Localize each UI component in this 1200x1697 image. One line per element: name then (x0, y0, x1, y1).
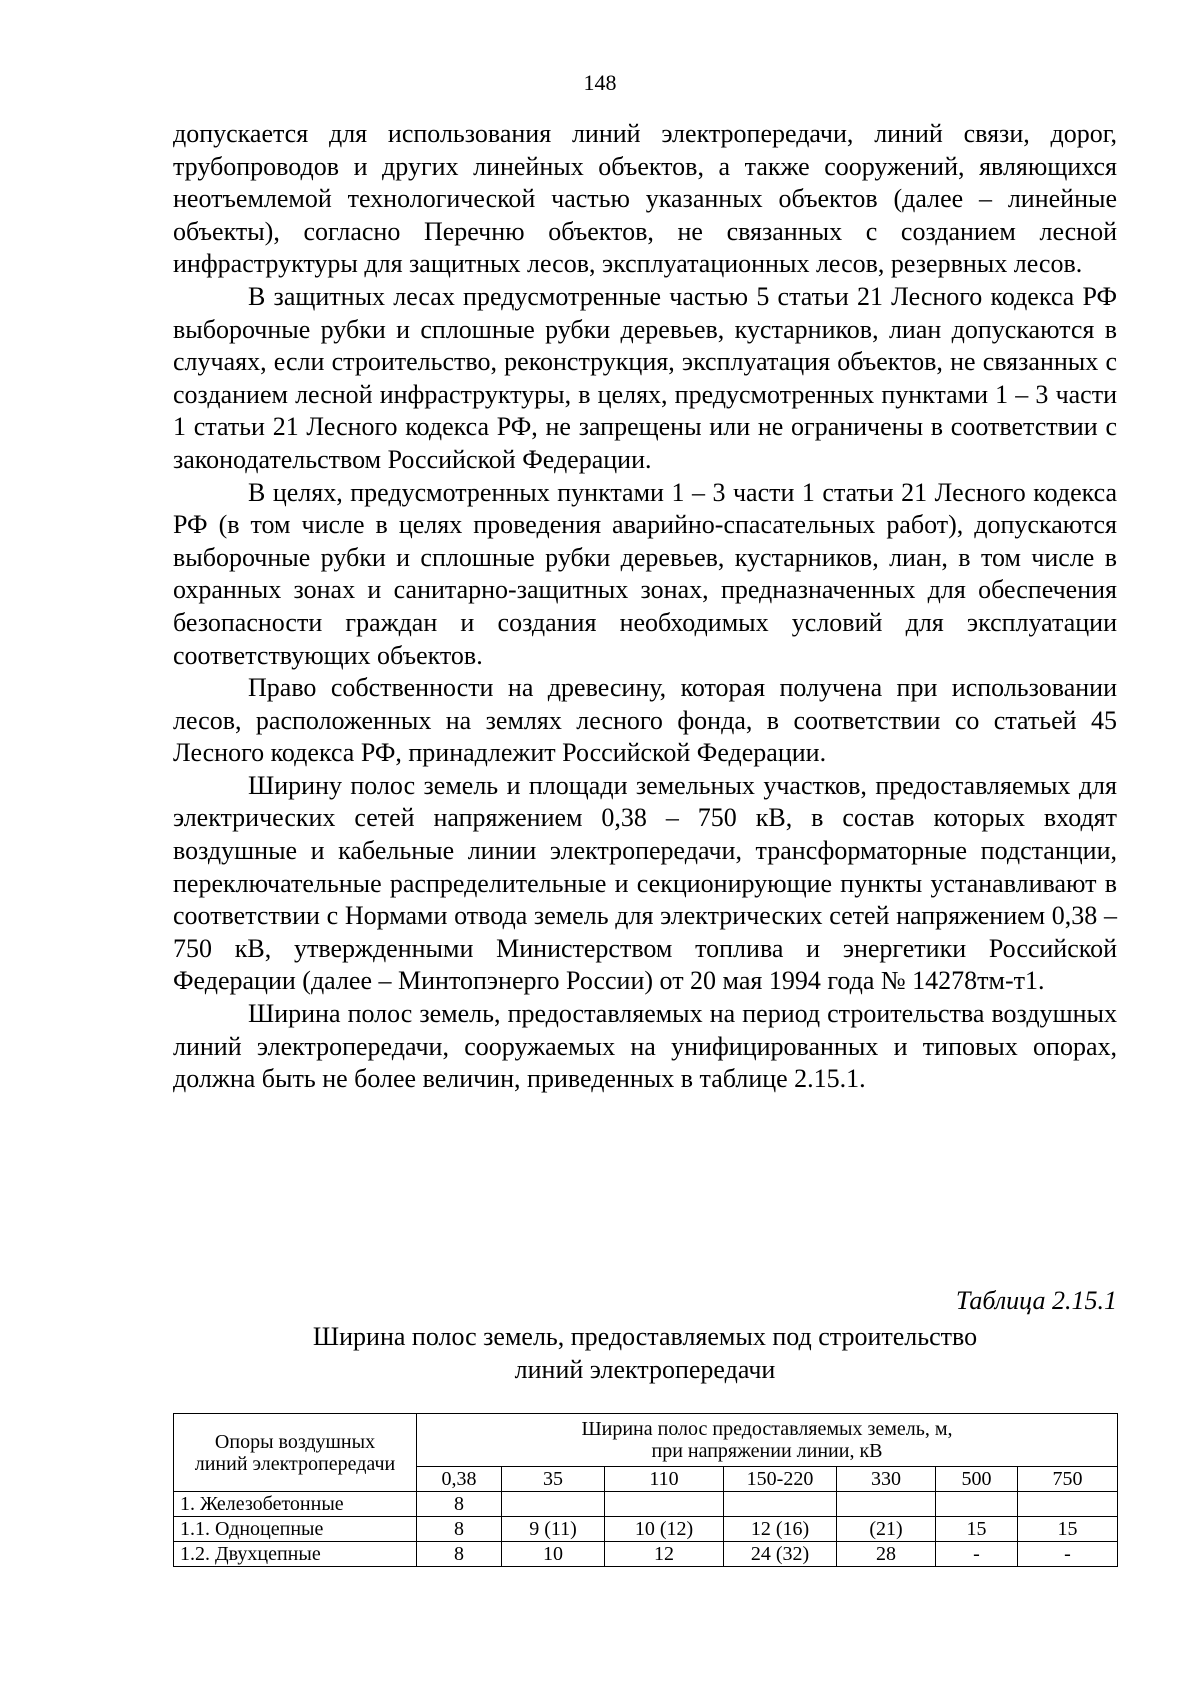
table-cell: 24 (32) (724, 1542, 837, 1567)
row-label-cell: 1. Железобетонные (174, 1492, 417, 1517)
row-header-cell: Опоры воздушных линий электропередачи (174, 1414, 417, 1492)
table-cell: 9 (11) (502, 1517, 605, 1542)
table-title-line: линий электропередачи (514, 1354, 776, 1384)
table-row (174, 1492, 1118, 1517)
paragraph: допускается для использования линий электропередачи, линий связи, дорог, трубопроводов и других линейных объектов, а также сооружений, являющихся неотъемлемой технологической частью указанных объектов (далее – линейные объекты), согласно Перечню объектов, не связанных с созданием лесной инфраструктуры для защитных лесов, эксплуатационных лесов, резервных лесов. (173, 119, 1117, 279)
voltage-header-cell: 150-220 (724, 1467, 837, 1492)
table-row (174, 1517, 1118, 1542)
group-header-cell: Ширина полос предоставляемых земель, м, при напряжении линии, кВ (417, 1414, 1118, 1467)
voltage-header-cell: 35 (502, 1467, 605, 1492)
table-cell: - (936, 1542, 1018, 1567)
table-row (174, 1542, 1118, 1567)
row-label-cell: 1.1. Одноцепные (174, 1517, 417, 1542)
voltage-header-cell: 750 (1018, 1467, 1118, 1492)
table-cell (724, 1492, 837, 1517)
voltage-header-cell: 110 (605, 1467, 724, 1492)
table-cell: 10 (12) (605, 1517, 724, 1542)
table-cell: 15 (936, 1517, 1018, 1542)
table-cell: 28 (837, 1542, 936, 1567)
voltage-header-cell: 0,38 (417, 1467, 502, 1492)
table-header-row (174, 1414, 1118, 1467)
table-cell: - (1018, 1542, 1118, 1567)
paragraph: В целях, предусмотренных пунктами 1 – 3 части 1 статьи 21 Лесного кодекса РФ (в том числе в целях проведения аварийно-спасательных работ), допускаются выборочные рубки и сплошные рубки деревьев, кустарников, лиан, в том числе в охранных зонах и санитарно-защитных зонах, предназначенных для обеспечения безопасности граждан и создания необходимых условий для эксплуатации соответствующих объектов. (173, 477, 1117, 670)
table-cell (1018, 1492, 1118, 1517)
table-cell: (21) (837, 1517, 936, 1542)
table-cell: 10 (502, 1542, 605, 1567)
page-number: 148 (583, 70, 617, 95)
table-title-line: Ширина полос земель, предоставляемых под строительство (312, 1322, 978, 1351)
table-cell (605, 1492, 724, 1517)
table-title (173, 1321, 1117, 1386)
table-cell: 12 (16) (724, 1517, 837, 1542)
paragraph: В защитных лесах предусмотренные частью 5 статьи 21 Лесного кодекса РФ выборочные рубки и сплошные рубки деревьев, кустарников, лиан допускаются в случаях, если строительство, реконструкция, эксплуатация объектов, не связанных с созданием лесной инфраструктуры, в целях, предусмотренных пунктами 1 – 3 части 1 статьи 21 Лесного кодекса РФ, не запрещены или не ограничены в соответствии с законодательством Российской Федерации. (173, 281, 1117, 474)
table-cell (936, 1492, 1018, 1517)
table-caption: Таблица 2.15.1 (955, 1286, 1117, 1315)
table-cell: 15 (1018, 1517, 1118, 1542)
body-text (173, 118, 1117, 1096)
paragraph: Ширину полос земель и площади земельных участков, предоставляемых для электрических сетей напряжением 0,38 – 750 кВ, в состав которых входят воздушные и кабельные линии электропередачи, трансформаторные подстанции, переключательные распределительные и секционирующие пункты устанавливают в соответствии с Нормами отвода земель для электрических сетей напряжением 0,38 – 750 кВ, утвержденными Министерством топлива и энергетики Российской Федерации (далее – Минтопэнерго России) от 20 мая 1994 года № 14278тм-т1. (173, 770, 1117, 996)
paragraph: Ширина полос земель, предоставляемых на период строительства воздушных линий электропередачи, сооружаемых на унифицированных и типовых опорах, должна быть не более величин, приведенных в таблице 2.15.1. (173, 999, 1117, 1094)
row-label-cell: 1.2. Двухцепные (174, 1542, 417, 1567)
voltage-header-cell: 500 (936, 1467, 1018, 1492)
paragraph: Право собственности на древесину, которая получена при использовании лесов, расположенных на землях лесного фонда, в соответствии со статьей 45 Лесного кодекса РФ, принадлежит Российской Федерации. (173, 673, 1117, 768)
table-cell: 8 (417, 1492, 502, 1517)
table-cell: 8 (417, 1517, 502, 1542)
table-cell: 8 (417, 1542, 502, 1567)
table-cell (837, 1492, 936, 1517)
land-width-table (173, 1413, 1118, 1567)
table-cell (502, 1492, 605, 1517)
table-cell: 12 (605, 1542, 724, 1567)
voltage-header-cell: 330 (837, 1467, 936, 1492)
